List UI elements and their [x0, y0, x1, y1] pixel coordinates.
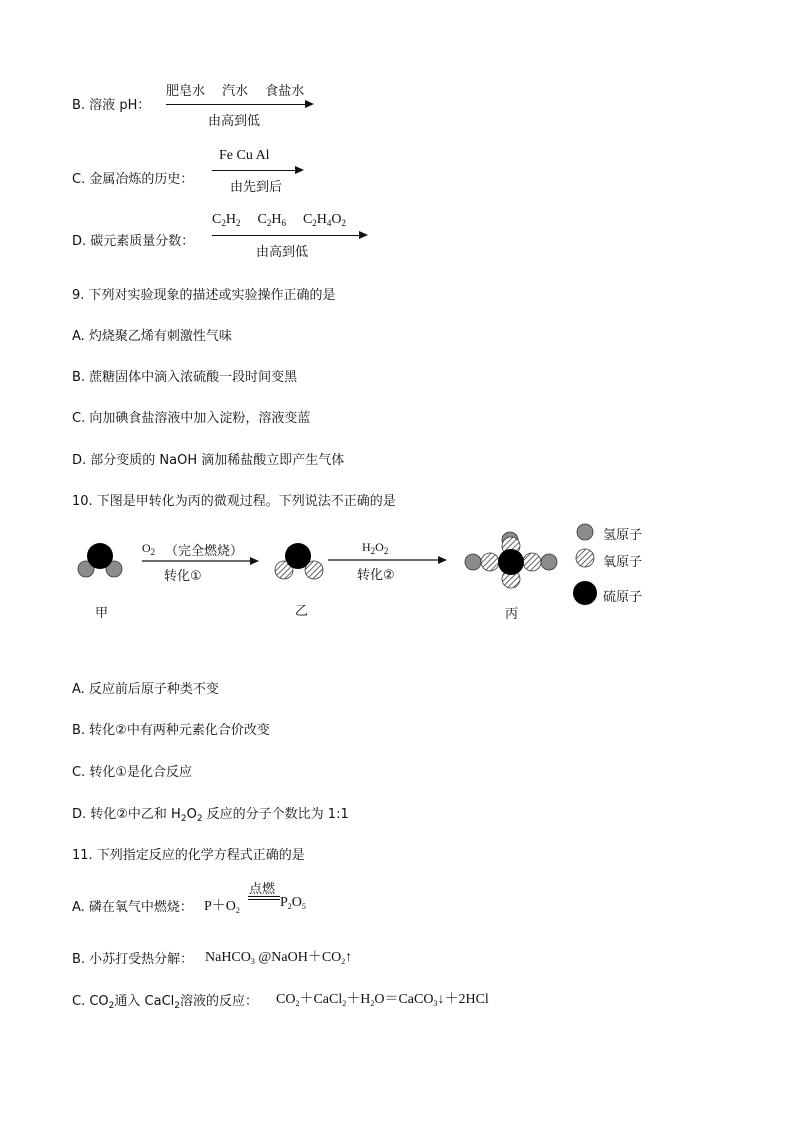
q11-a-equal-line-bottom	[248, 899, 280, 900]
metal-arrow-line	[212, 170, 296, 171]
hydrogen-atom	[465, 554, 481, 570]
q9-option-d: D. 部分变质的 NaOH 滴加稀盐酸立即产生气体	[72, 453, 345, 468]
q9-option-a: A. 灼烧聚乙烯有刺激性气味	[72, 329, 232, 344]
q11-c-equation: $CO_2+CaCl_2+H_2O=CaCO_3↓+2HCl$	[276, 992, 489, 1008]
molecule-yi	[275, 543, 323, 579]
arrow-2-label: 转化②	[357, 568, 395, 583]
legend-oxygen-symbol	[576, 549, 594, 567]
carbon-arrow-over-formulas	[212, 212, 346, 228]
label-jia: 甲	[95, 606, 109, 621]
q11-a-lhs: $P+O_2$	[204, 899, 240, 915]
q9-stem: 9. 下列对实验现象的描述或实验操作正确的是	[72, 288, 336, 303]
q11-a-equal-line-top	[248, 896, 280, 897]
q11-a-rhs: $P_2O_5$	[280, 895, 306, 911]
label-bing: 丙	[505, 607, 519, 622]
legend-hydrogen-label: 氢原子	[603, 528, 643, 543]
q10-option-d: D. 转化②中乙和 $H_2O_2$ 反应的分子个数比为 1:1	[72, 807, 349, 824]
q11-option-c-label: C. $CO_2$通入 CaCl$_2$溶液的反应：	[72, 994, 259, 1011]
legend-oxygen-label: 氧原子	[603, 555, 643, 570]
metal-arrow-over-text: Fe Cu Al	[219, 148, 270, 163]
ph-arrow-under-text: 由高到低	[208, 114, 261, 129]
label-yi: 乙	[295, 604, 309, 619]
carbon-arrow-under-text: 由高到低	[256, 245, 309, 260]
molecule-jia	[78, 543, 122, 577]
q11-b-equation: NaHCO$_3$ $@NaOH+CO_2↑$	[205, 950, 353, 966]
carbon-arrow-head	[359, 231, 368, 239]
legend-sulfur-label: 硫原子	[603, 590, 643, 605]
ph-arrow-over-text: 肥皂水 汽水 食盐水	[166, 84, 305, 99]
arrow-1-label: 转化①	[164, 569, 202, 584]
formula-c2h6: $C_2H_6$	[257, 212, 286, 228]
option-c-metal-label: C. 金属冶炼的历史：	[72, 172, 194, 187]
arrow-2-head	[438, 556, 447, 564]
formula-c2h4o2: $C_2H_4O_2$	[302, 212, 347, 228]
ph-arrow-head	[305, 100, 314, 108]
q10-option-c: C. 转化①是化合反应	[72, 765, 192, 780]
sulfur-atom	[285, 543, 311, 569]
arrow-1-condition: （完全燃烧）	[165, 544, 244, 559]
q10-option-a: A. 反应前后原子种类不变	[72, 682, 219, 697]
sulfur-atom	[498, 549, 524, 575]
q9-option-c: C. 向加碘食盐溶液中加入淀粉，溶液变蓝	[72, 411, 311, 426]
oxygen-atom	[523, 553, 541, 571]
arrow-1-head	[250, 557, 259, 565]
q10-stem: 10. 下图是甲转化为丙的微观过程。下列说法不正确的是	[72, 494, 396, 509]
legend-sulfur-symbol	[573, 581, 597, 605]
carbon-arrow-line	[212, 235, 360, 236]
metal-arrow-head	[295, 166, 304, 174]
q11-stem: 11. 下列指定反应的化学方程式正确的是	[72, 848, 305, 863]
arrow-2-reagent: $H_2O_2$	[362, 540, 389, 556]
option-d-carbon-label: D. 碳元素质量分数：	[72, 234, 195, 249]
oxygen-atom	[481, 553, 499, 571]
legend-hydrogen-symbol	[577, 524, 593, 540]
sulfur-atom	[87, 543, 113, 569]
q11-option-b-label: B. 小苏打受热分解：	[72, 952, 194, 967]
hydrogen-atom	[541, 554, 557, 570]
metal-arrow-under-text: 由先到后	[230, 180, 283, 195]
q11-a-condition: 点燃	[249, 882, 276, 897]
q9-option-b: B. 蔗糖固体中滴入浓硫酸一段时间变黑	[72, 370, 298, 385]
option-b-ph-label: B. 溶液 pH：	[72, 98, 151, 113]
q11-option-a-label: A. 磷在氧气中燃烧：	[72, 900, 193, 915]
ph-arrow-line	[166, 104, 306, 105]
arrow-1-reagent: $O_2$	[142, 541, 156, 557]
q10-option-b: B. 转化②中有两种元素化合价改变	[72, 723, 270, 738]
formula-c2h2: $C_2H_2$	[212, 212, 241, 228]
molecule-bing	[465, 532, 557, 588]
